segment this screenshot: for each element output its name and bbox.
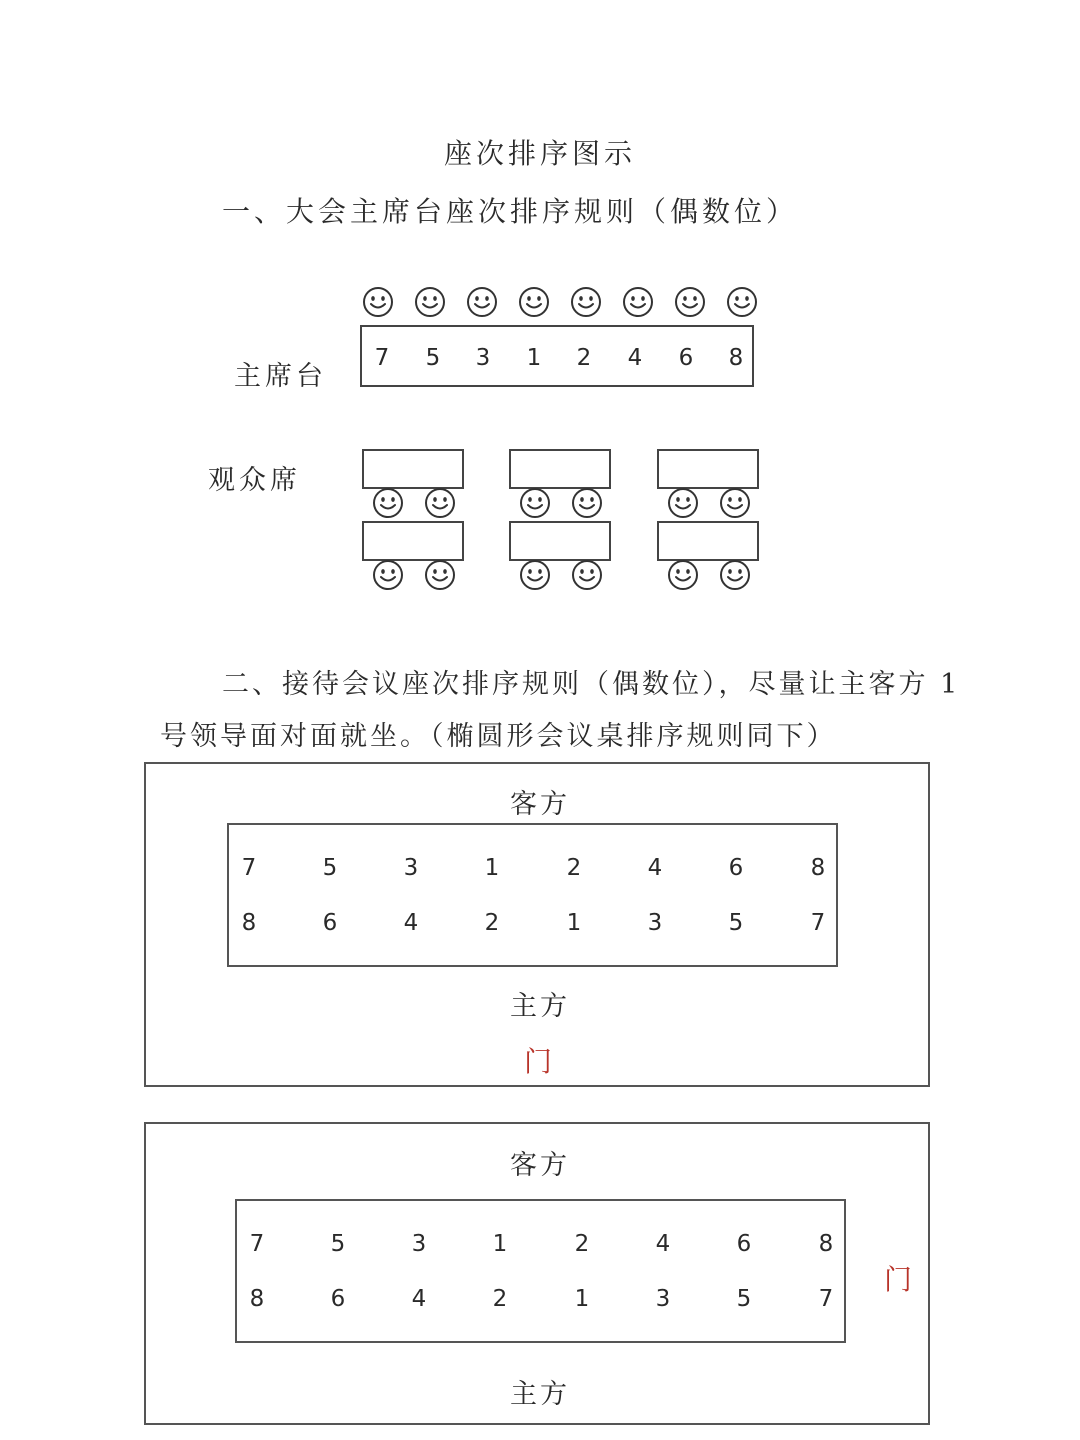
smiley-face-icon: [424, 487, 456, 519]
host-seat-number: 1: [566, 910, 582, 936]
smiley-face-icon: [667, 559, 699, 591]
smiley-face-icon: [622, 286, 654, 318]
door-label: 门: [884, 1263, 913, 1296]
meeting-table-2: [235, 1199, 846, 1343]
guest-seat-number: 1: [484, 855, 500, 881]
audience-desk: [509, 521, 611, 561]
guest-seat-number: 6: [736, 1231, 752, 1257]
host-seat-number: 4: [411, 1286, 427, 1312]
host-seat-number: 8: [249, 1286, 265, 1312]
audience-desk: [509, 449, 611, 489]
dais-seat-number: 8: [728, 345, 744, 371]
smiley-face-icon: [719, 487, 751, 519]
dais-seat-number: 4: [627, 345, 643, 371]
smiley-face-icon: [362, 286, 394, 318]
guest-seat-number: 3: [411, 1231, 427, 1257]
dais-table: [360, 325, 754, 387]
audience-label: 观众席: [208, 465, 301, 496]
dais-seat-number: 7: [374, 345, 390, 371]
guest-side-label: 客方: [510, 789, 570, 820]
host-seat-number: 2: [492, 1286, 508, 1312]
dais-seat-number: 3: [475, 345, 491, 371]
smiley-face-icon: [519, 487, 551, 519]
guest-seat-number: 7: [249, 1231, 265, 1257]
page-title: 座次排序图示: [443, 137, 636, 170]
section2-line2: 号领导面对面就坐。（椭圆形会议桌排序规则同下）: [160, 721, 837, 752]
guest-seat-number: 2: [566, 855, 582, 881]
smiley-face-icon: [519, 559, 551, 591]
guest-seat-number: 7: [241, 855, 257, 881]
smiley-face-icon: [674, 286, 706, 318]
host-seat-number: 5: [728, 910, 744, 936]
host-seat-number: 1: [574, 1286, 590, 1312]
guest-seat-number: 8: [818, 1231, 834, 1257]
dais-seat-number: 5: [425, 345, 441, 371]
host-seat-number: 6: [322, 910, 338, 936]
host-seat-number: 2: [484, 910, 500, 936]
meeting-table-1: [227, 823, 838, 967]
smiley-face-icon: [719, 559, 751, 591]
smiley-face-icon: [571, 487, 603, 519]
guest-seat-number: 5: [322, 855, 338, 881]
dais-label: 主席台: [234, 361, 327, 392]
audience-desk: [362, 449, 464, 489]
audience-desk: [657, 521, 759, 561]
smiley-face-icon: [372, 559, 404, 591]
smiley-face-icon: [424, 559, 456, 591]
host-seat-number: 7: [810, 910, 826, 936]
host-side-label: 主方: [510, 1379, 570, 1410]
guest-seat-number: 6: [728, 855, 744, 881]
smiley-face-icon: [570, 286, 602, 318]
smiley-face-icon: [571, 559, 603, 591]
host-seat-number: 8: [241, 910, 257, 936]
host-seat-number: 3: [647, 910, 663, 936]
host-seat-number: 3: [655, 1286, 671, 1312]
host-seat-number: 4: [403, 910, 419, 936]
smiley-face-icon: [518, 286, 550, 318]
dais-seat-number: 2: [576, 345, 592, 371]
audience-desk: [657, 449, 759, 489]
host-side-label: 主方: [510, 991, 570, 1022]
guest-seat-number: 4: [647, 855, 663, 881]
dais-seat-number: 1: [526, 345, 542, 371]
host-seat-number: 7: [818, 1286, 834, 1312]
host-seat-number: 6: [330, 1286, 346, 1312]
host-seat-number: 5: [736, 1286, 752, 1312]
audience-desk: [362, 521, 464, 561]
door-label: 门: [524, 1045, 553, 1078]
section2-line1: 二、接待会议座次排序规则（偶数位），尽量让主客方 1: [222, 669, 961, 700]
smiley-face-icon: [372, 487, 404, 519]
section1-heading: 一、大会主席台座次排序规则（偶数位）: [222, 195, 799, 228]
guest-seat-number: 2: [574, 1231, 590, 1257]
guest-seat-number: 3: [403, 855, 419, 881]
smiley-face-icon: [726, 286, 758, 318]
guest-seat-number: 8: [810, 855, 826, 881]
guest-side-label: 客方: [510, 1150, 570, 1181]
smiley-face-icon: [667, 487, 699, 519]
guest-seat-number: 1: [492, 1231, 508, 1257]
smiley-face-icon: [466, 286, 498, 318]
guest-seat-number: 5: [330, 1231, 346, 1257]
smiley-face-icon: [414, 286, 446, 318]
dais-seat-number: 6: [678, 345, 694, 371]
guest-seat-number: 4: [655, 1231, 671, 1257]
